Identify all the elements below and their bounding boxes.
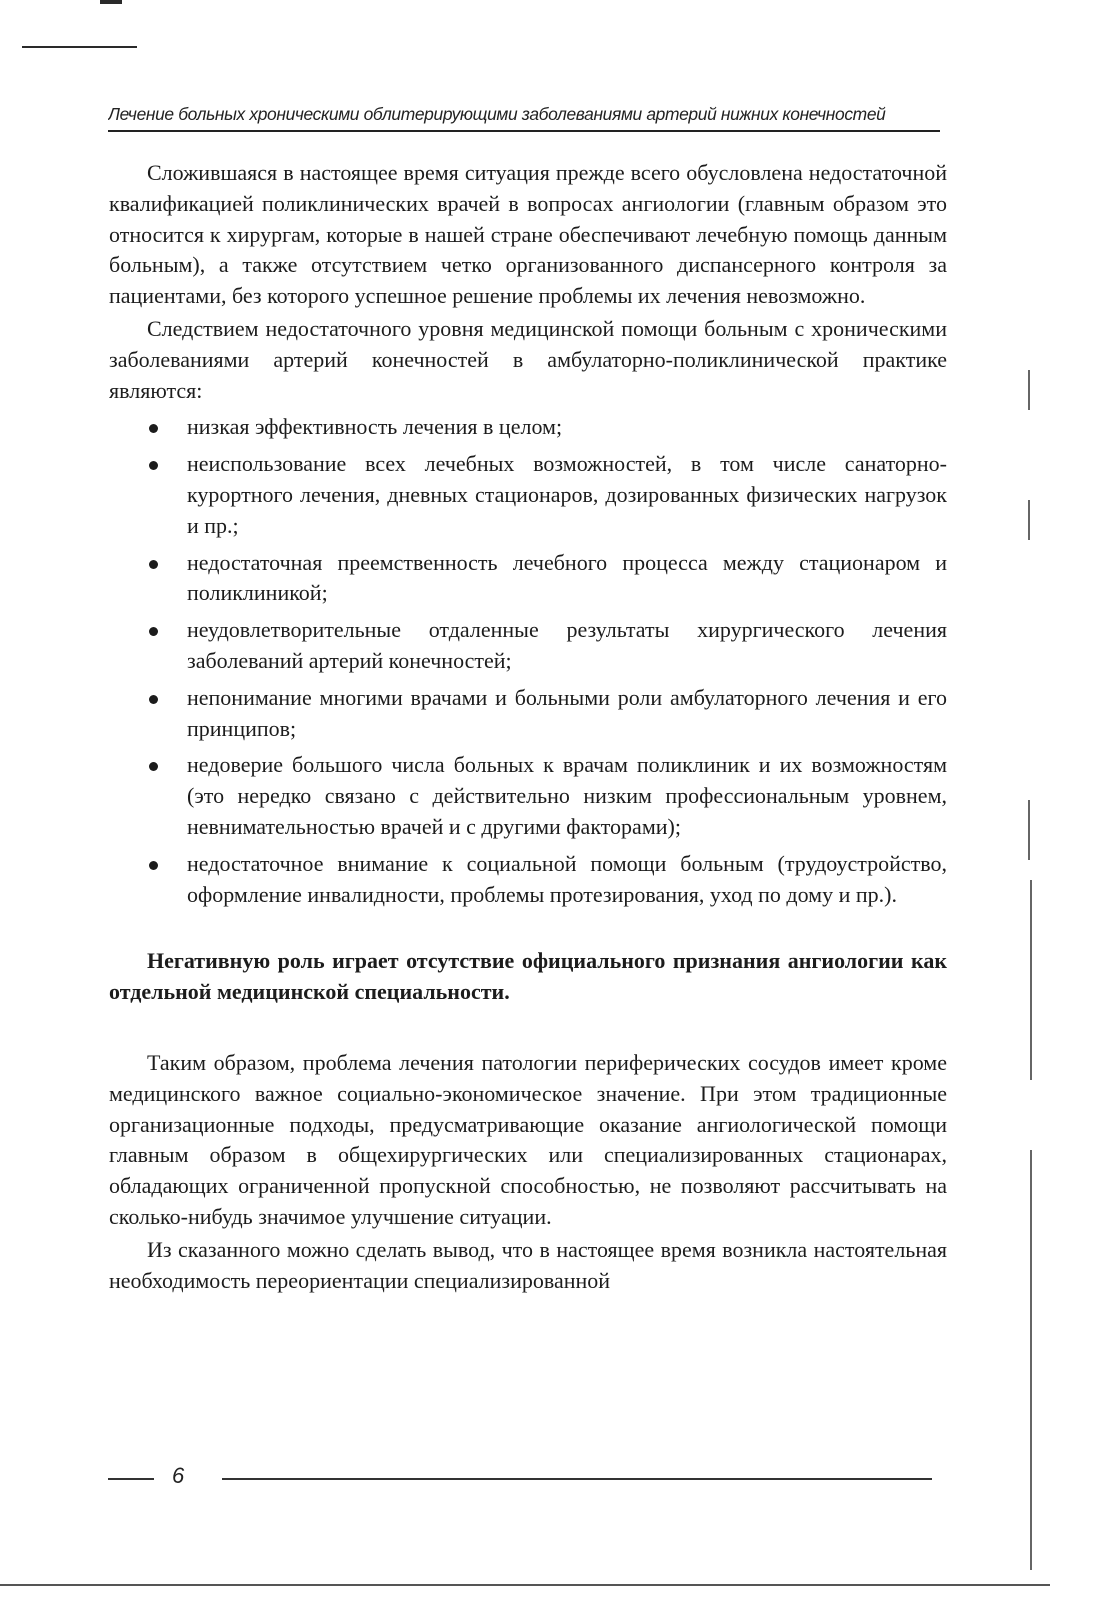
scan-right-edge [1028, 800, 1030, 860]
footer-rule [108, 1478, 154, 1480]
scan-right-edge [1028, 370, 1030, 410]
list-item [109, 548, 947, 610]
header-rule [108, 130, 940, 132]
list-item [109, 449, 947, 541]
body-text [109, 158, 947, 1296]
scan-right-edge [1028, 500, 1030, 540]
list-item-text: непонимание многими врачами и больными роли амбулаторного лечения и его принципов; [187, 684, 947, 741]
scan-right-edge [1030, 880, 1032, 1080]
bullet-icon [149, 461, 158, 470]
paragraph: Из сказанного можно сделать вывод, что в настоящее время возникла настоятельная необходимость переориентации специализированной [109, 1236, 947, 1293]
list-item [109, 849, 947, 911]
list-item-text: низкая эффективность лечения в целом; [187, 414, 563, 440]
bullet-icon [149, 861, 158, 870]
list-item-text: недостаточное внимание к социальной помощи больным (трудоустройство, оформление инвалидности, проблемы протезирования, уход по дому и пр.). [187, 850, 947, 907]
list-item [109, 412, 947, 443]
paragraph: Сложившаяся в настоящее время ситуация прежде всего обусловлена недостаточной квалификацией поликлинических врачей в вопросах ангиологии (главным образом это относится к хирургам, которые в нашей стране обеспечивают лечебную помощь данным больным), а также отсутствием четко организованного диспансерного контроля за пациентами, без которого успешное решение проблемы их лечения невозможно. [109, 160, 947, 309]
bullet-icon [149, 560, 158, 569]
list-item [109, 750, 947, 842]
paragraph: Таким образом, проблема лечения патологии периферических сосудов имеет кроме медицинского важное социально-экономическое значение. При этом традиционные организационные подходы, предусматривающие оказание ангиологической помощи главным образом в общехирургических или специализированных стационарах, обладающих ограниченной пропускной способностью, не позволяют рассчитывать на сколько-нибудь значимое улучшение ситуации. [109, 1049, 947, 1229]
scan-edge-mark [22, 46, 137, 48]
bullet-list [109, 412, 947, 910]
list-item-text: недоверие большого числа больных к врачам поликлиник и их возможностям (это нередко связано с действительно низким профессиональным уровнем, невнимательностью врачей и с другими факторами); [187, 752, 947, 839]
bullet-icon [149, 762, 158, 771]
bullet-icon [149, 424, 158, 433]
bullet-icon [149, 627, 158, 636]
bold-statement: Негативную роль играет отсутствие официального признания ангиологии как отдельной медицинской специальности. [109, 948, 947, 1005]
scan-bottom-edge [0, 1584, 1050, 1586]
list-item-text: неудовлетворительные отдаленные результаты хирургического лечения заболеваний артерий конечностей; [187, 617, 947, 673]
scan-edge-mark [100, 0, 122, 4]
paragraph: Следствием недостаточного уровня медицинской помощи больным с хроническими заболеваниями артерий конечностей в амбулаторно-поликлинической практике являются: [109, 315, 947, 403]
page-number: 6 [172, 1463, 185, 1488]
list-item-text: неиспользование всех лечебных возможностей, в том числе санаторно-курортного лечения, дневных стационаров, дозированных физических нагрузок и пр.; [187, 451, 947, 538]
bullet-icon [149, 695, 158, 704]
footer-rule [222, 1478, 932, 1480]
list-item [109, 615, 947, 677]
scan-right-edge [1030, 1150, 1032, 1570]
running-header: Лечение больных хроническими облитерирующими заболеваниями артерий нижних конечностей [108, 104, 886, 124]
list-item [109, 683, 947, 745]
list-item-text: недостаточная преемственность лечебного процесса между стационаром и поликлиникой; [187, 549, 947, 606]
